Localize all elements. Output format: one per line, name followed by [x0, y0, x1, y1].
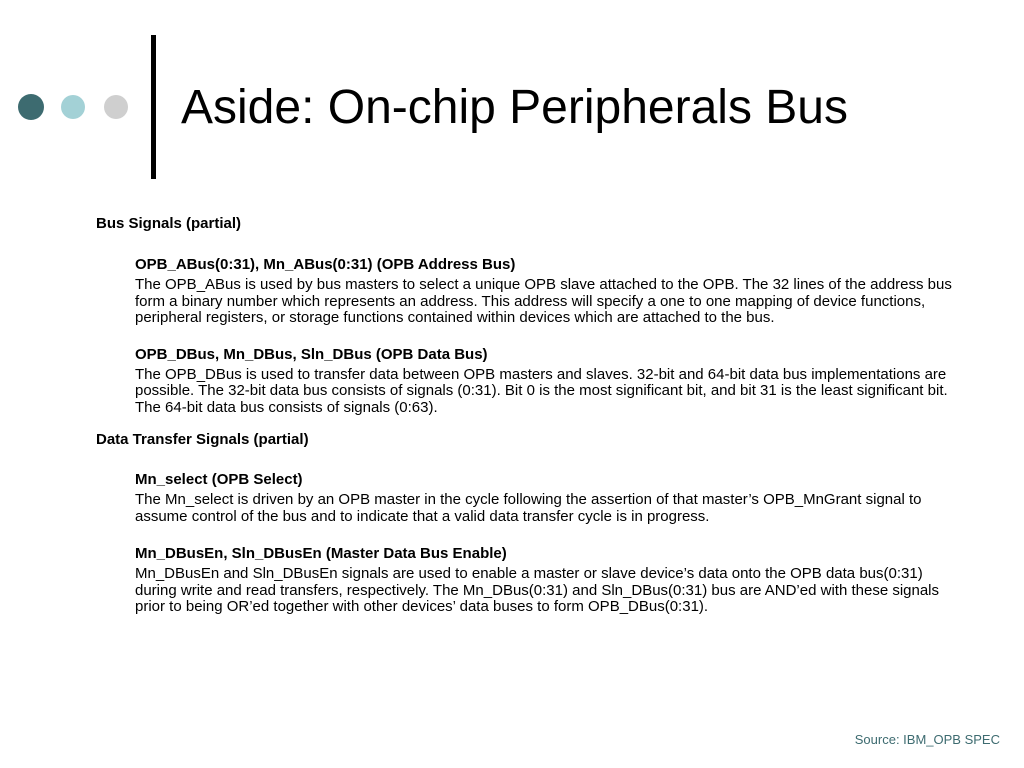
signal-heading: OPB_DBus, Mn_DBus, Sln_DBus (OPB Data Bus)	[135, 345, 488, 363]
signal-item-data-bus-enable	[135, 545, 966, 616]
signal-heading: Mn_DBusEn, Sln_DBusEn (Master Data Bus Enable)	[135, 545, 507, 562]
signal-item-data-bus	[135, 346, 966, 417]
section-heading-bus-signals: Bus Signals (partial)	[96, 215, 242, 232]
section-heading-data-transfer: Data Transfer Signals (partial)	[96, 431, 309, 448]
title-divider	[151, 35, 156, 179]
decorative-dot-gray	[104, 95, 128, 119]
signal-item-address-bus	[135, 256, 966, 327]
source-citation: Source: IBM_OPB SPEC	[854, 732, 1000, 747]
signal-description: The OPB_ABus is used by bus masters to select a unique OPB slave attached to the OPB. The 32 lines of the address bus form a binary number which represents an address. This address will specify a one to one mapping of device functions, peripheral registers, or storage functions contained within devices which are attached to the bus.	[135, 276, 952, 326]
signal-description: The Mn_select is driven by an OPB master in the cycle following the assertion of that master’s OPB_MnGrant signal to assume control of the bus and to indicate that a valid data transfer cycle is in progress.	[135, 491, 922, 525]
decorative-dot-light	[61, 95, 85, 119]
slide-title: Aside: On-chip Peripherals Bus	[181, 81, 848, 134]
signal-description: Mn_DBusEn and Sln_DBusEn signals are used to enable a master or slave device’s data onto the OPB data bus(0:31) during write and read transfers, respectively. The Mn_DBus(0:31) and Sln_DBus(0:31) bus are AND’ed with these signals prior to being OR’ed together with other devices’ data buses to form OPB_DBus(0:31).	[135, 565, 940, 615]
decorative-dot-dark	[18, 94, 44, 120]
signal-heading: OPB_ABus(0:31), Mn_ABus(0:31) (OPB Address Bus)	[135, 256, 516, 273]
signal-item-select	[135, 471, 966, 525]
signal-heading: Mn_select (OPB Select)	[135, 471, 303, 488]
slide-content	[96, 214, 966, 616]
signal-description: The OPB_DBus is used to transfer data between OPB masters and slaves. 32-bit and 64-bit data bus implementations are possible. The 32-bit data bus consists of signals (0:31). Bit 0 is the most significant bit, and bit 31 is the least significant bit. The 64-bit data bus consists of signals (0:63).	[135, 365, 948, 416]
